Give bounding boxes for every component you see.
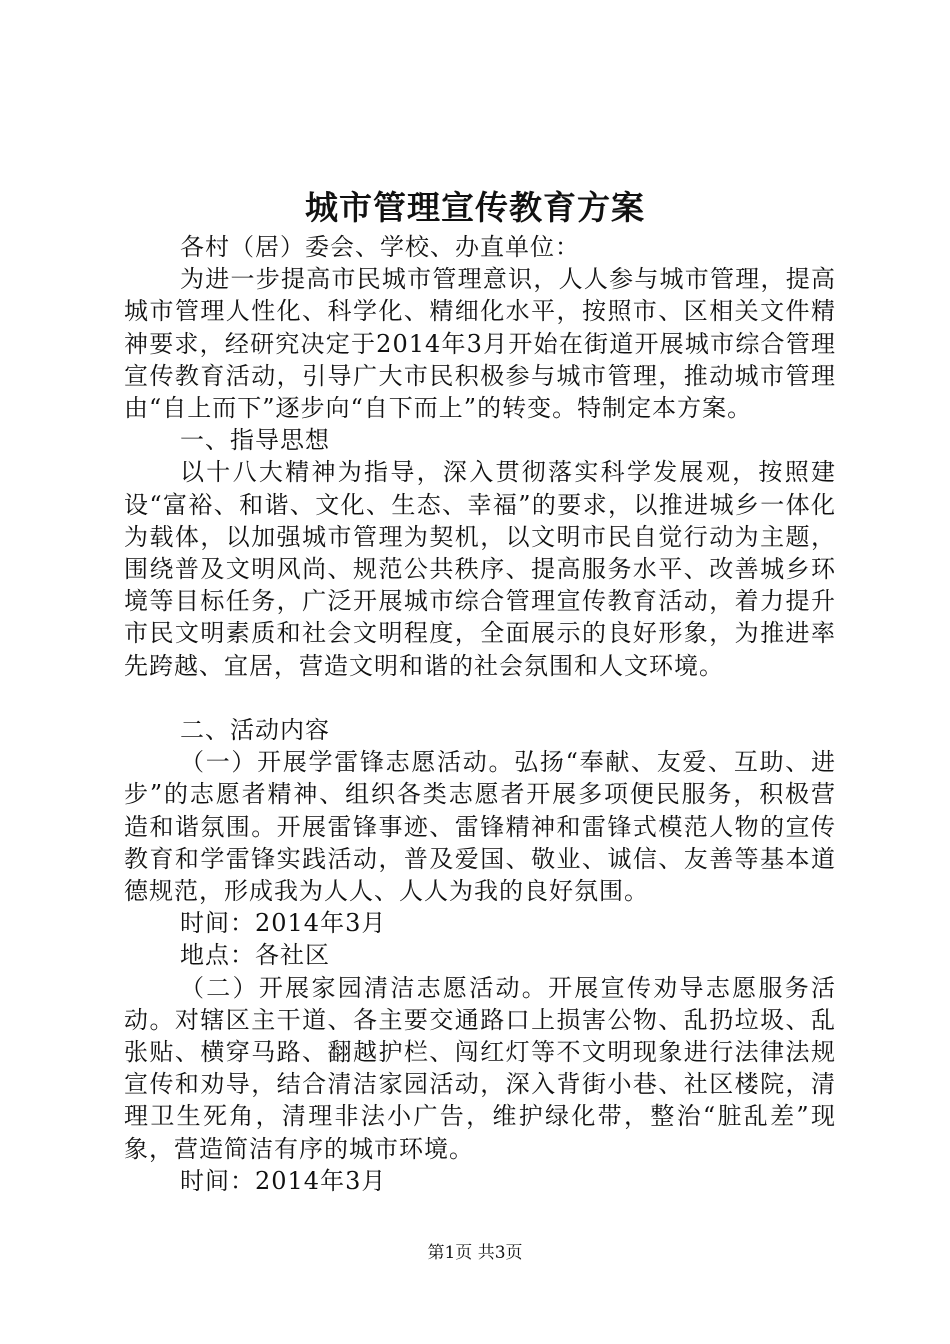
activity-item-2-time: 时间：2014年3月 (180, 1166, 387, 1195)
document-body (124, 231, 836, 1197)
document-title: 城市管理宣传教育方案 (305, 188, 645, 227)
section-heading-guiding-ideology: 一、指导思想 (180, 426, 330, 455)
activity-item-1-paragraph: （一）开展学雷锋志愿活动。弘扬“奉献、友爱、互助、进步”的志愿者精神、组织各类志愿者开展多项便民服务，积极营造和谐氛围。开展雷锋事迹、雷锋精神和雷锋式模范人物的宣传教育和学雷锋实践活动，普及爱国、敬业、诚信、友善等基本道德规范，形成我为人人、人人为我的良好氛围。 (124, 748, 836, 906)
guiding-ideology-paragraph: 以十八大精神为指导，深入贯彻落实科学发展观，按照建设“富裕、和谐、文化、生态、幸福”的要求，以推进城乡一体化为载体，以加强城市管理为契机，以文明市民自觉行动为主题，围绕普及文明风尚、规范公共秩序、提高服务水平、改善城乡环境等目标任务，广泛开展城市综合管理宣传教育活动，着力提升市民文明素质和社会文明程度，全面展示的良好形象，为推进率先跨越、宜居，营造文明和谐的社会氛围和人文环境。 (124, 458, 836, 680)
salutation: 各村（居）委会、学校、办直单位： (180, 233, 580, 261)
intro-paragraph: 为进一步提高市民城市管理意识，人人参与城市管理，提高城市管理人性化、科学化、精细化水平，按照市、区相关文件精神要求，经研究决定于2014年3月开始在街道开展城市综合管理宣传教育活动，引导广大市民积极参与城市管理，推动城市管理由“自上而下”逐步向“自下而上”的转变。特制定本方案。 (124, 265, 836, 423)
activity-item-1-time: 时间：2014年3月 (180, 909, 387, 938)
paragraph-spacer (124, 682, 836, 714)
activity-item-1-place: 地点：各社区 (180, 941, 330, 970)
page-footer: 第1页 共3页 (427, 1243, 523, 1263)
activity-item-2-paragraph: （二）开展家园清洁志愿活动。开展宣传劝导志愿服务活动。对辖区主干道、各主要交通路口上损害公物、乱扔垃圾、乱张贴、横穿马路、翻越护栏、闯红灯等不文明现象进行法律法规宣传和劝导，结合清洁家园活动，深入背街小巷、社区楼院，清理卫生死角，清理非法小广告，维护绿化带，整治“脏乱差”现象，营造简洁有序的城市环境。 (124, 973, 836, 1163)
section-heading-activities: 二、活动内容 (180, 716, 330, 745)
